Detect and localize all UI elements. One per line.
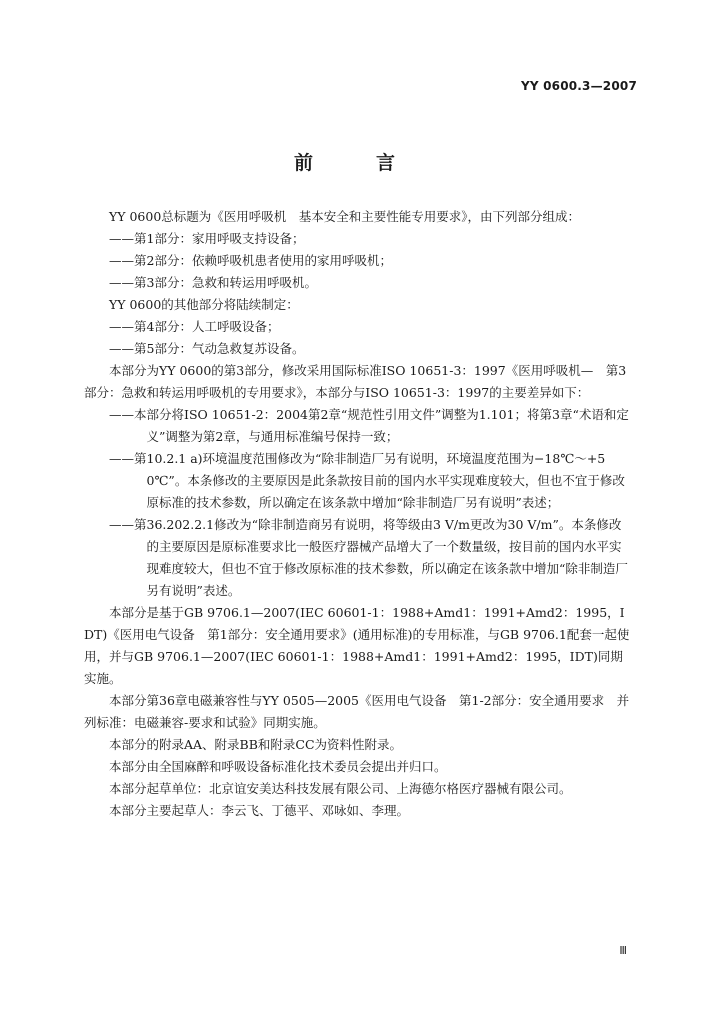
paragraph-differences: 本部分为YY 0600的第3部分，修改采用国际标准ISO 10651-3：1997《医用呼吸机— 第3部分：急救和转运用呼吸机的专用要求》，本部分与ISO 10651-3：1997的主要差异如下： bbox=[84, 363, 627, 400]
list-item: ——第5部分：气动急救复苏设备。 bbox=[109, 341, 305, 356]
paragraph-annex: 本部分的附录AA、附录BB和附录CC为资料性附录。 bbox=[109, 737, 403, 752]
paragraph-drafting-units: 本部分起草单位：北京谊安美达科技发展有限公司、上海德尔格医疗器械有限公司。 bbox=[109, 781, 572, 796]
list-item: ——本部分将ISO 10651-2：2004第2章“规范性引用文件”调整为1.101；将第3章“术语和定义”调整为第2章，与通用标准编号保持一致； bbox=[109, 407, 629, 444]
paragraph-emc: 本部分第36章电磁兼容性与YY 0505—2005《医用电气设备 第1-2部分：安全通用要求 并列标准：电磁兼容-要求和试验》同期实施。 bbox=[84, 693, 630, 730]
paragraph-basis: 本部分是基于GB 9706.1—2007(IEC 60601-1：1988+Amd1：1991+Amd2：1995，IDT)《医用电气设备 第1部分：安全通用要求》(通用标准)的专用标准，与GB 9706.1配套一起使用，并与GB 9706.1—2007(IEC 60601-1：1988+Amd1：1991+Amd2：1995，IDT)同期实施。 bbox=[84, 605, 630, 686]
list-item: ——第2部分：依赖呼吸机患者使用的家用呼吸机； bbox=[109, 253, 392, 268]
list-item: ——第36.202.2.1修改为“除非制造商另有说明，将等级由3 V/m更改为30 V/m”。本条修改的主要原因是原标准要求比一般医疗器械产品增大了一个数量级，按目前的国内水平实现难度较大，但也不宜于修改原标准的技术参数，所以确定在该条款中增加“除非制造厂另有说明”表述。 bbox=[109, 517, 628, 598]
foreword-body bbox=[84, 206, 632, 822]
page-number: Ⅲ bbox=[619, 944, 627, 957]
list-item: ——第4部分：人工呼吸设备； bbox=[109, 319, 280, 334]
list-item: ——第10.2.1 a)环境温度范围修改为“除非制造厂另有说明，环境温度范围为−18℃～+50℃”。本条修改的主要原因是此条款按目前的国内水平实现难度较大，但也不宜于修改原标准的技术参数，所以确定在该条款中增加“除非制造厂另有说明”表述； bbox=[109, 451, 625, 510]
standard-code: YY 0600.3—2007 bbox=[520, 79, 637, 93]
list-item: ——第1部分：家用呼吸支持设备； bbox=[109, 231, 305, 246]
paragraph-other-parts: YY 0600的其他部分将陆续制定： bbox=[109, 297, 299, 312]
paragraph-intro: YY 0600总标题为《医用呼吸机 基本安全和主要性能专用要求》，由下列部分组成： bbox=[109, 209, 581, 224]
paragraph-drafters: 本部分主要起草人：李云飞、丁德平、邓咏如、李理。 bbox=[109, 803, 410, 818]
page-title: 前 言 bbox=[293, 152, 417, 174]
list-item: ——第3部分：急救和转运用呼吸机。 bbox=[109, 275, 317, 290]
paragraph-committee: 本部分由全国麻醉和呼吸设备标准化技术委员会提出并归口。 bbox=[109, 759, 447, 774]
